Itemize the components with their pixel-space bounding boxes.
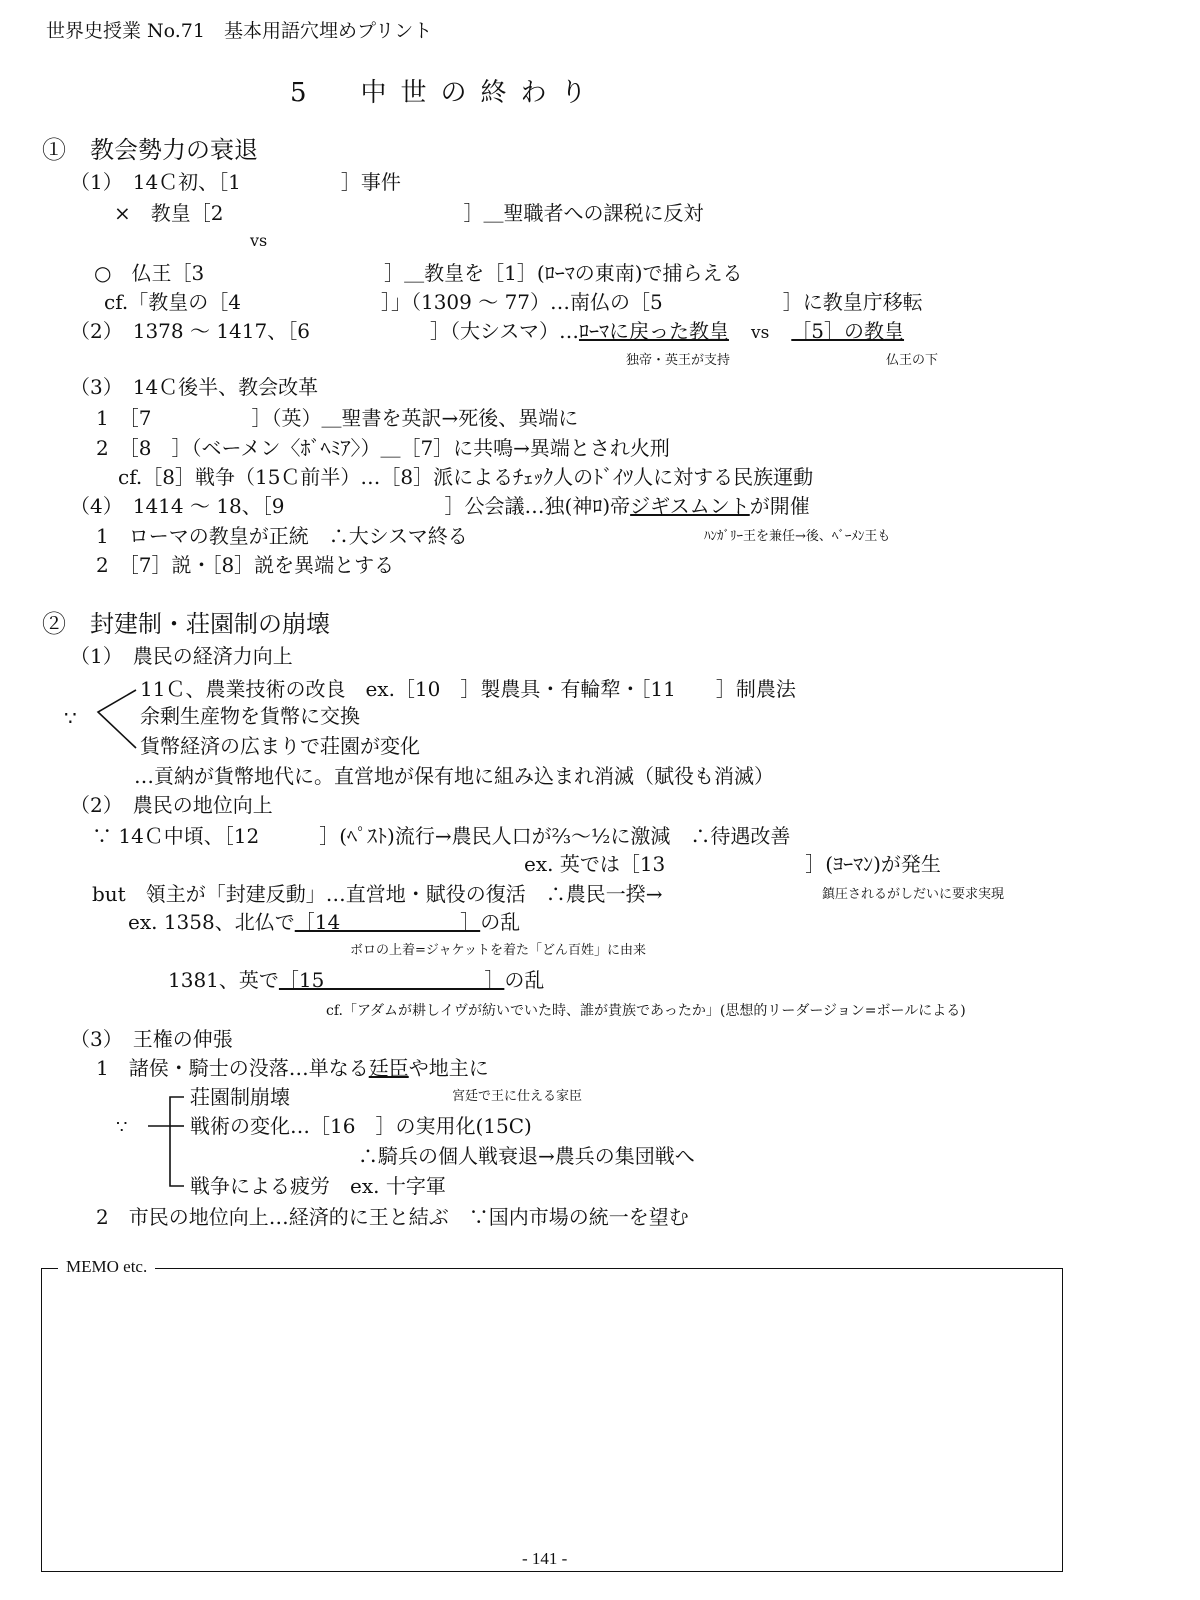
s2-item-3: （3） 王権の伸張	[70, 1027, 233, 1051]
s1-item-2-text: （2） 1378 ～ 1417、［6 ］（大シスマ）…	[70, 319, 579, 343]
angle-brace	[98, 690, 136, 748]
s2-because-1: ∵	[64, 706, 77, 730]
s1-rome-pope: ﾛｰﾏに戻った教皇	[578, 319, 729, 343]
s2-courtier: 廷臣	[368, 1056, 409, 1080]
s2-citizens-line: 2 市民の地位向上…経済的に王と結ぶ ∵国内市場の統一を望む	[96, 1205, 689, 1229]
s1-pope-line: × 教皇［2 ］＿聖職者への課税に反対	[114, 201, 704, 225]
s2-note-revolt: 鎮圧されるがしだいに要求実現	[822, 887, 1005, 902]
s2-because-2: ∵	[116, 1117, 128, 1138]
s1-item-2-vs: vs	[750, 323, 770, 343]
s1-vs: vs	[250, 231, 268, 250]
s2-blank-14: ［14 ］	[294, 910, 481, 934]
s2-yeoman-line: ex. 英では［13 ］(ﾖｰﾏﾝ)が発生	[524, 852, 941, 876]
s2-reason-2: 余剰生産物を貨幣に交換	[140, 704, 360, 728]
memo-box[interactable]	[41, 1268, 1063, 1572]
s2-decline-end: や地主に	[408, 1056, 489, 1080]
s2-cause-1: 荘園制崩壊	[190, 1085, 290, 1109]
s1-note-avignon: 仏王の下	[886, 353, 939, 368]
s2-reaction-line: but 領主が「封建反動」…直営地・賦役の復活 ∴農民一揆→	[92, 882, 663, 906]
s2-reason-3: 貨幣経済の広まりで荘園が変化	[140, 734, 420, 758]
s2-item-1: （1） 農民の経済力向上	[70, 644, 293, 668]
s2-item-2: （2） 農民の地位向上	[70, 793, 273, 817]
s1-item-1: （1） 14Ｃ初、［1 ］事件	[70, 170, 401, 194]
section-2-heading: ② 封建制・荘園制の崩壊	[42, 610, 330, 638]
s2-cause-2: 戦術の変化…［16 ］の実用化(15C)	[190, 1114, 532, 1138]
s1-item-4-end: が開催	[749, 494, 810, 518]
s2-jacquerie-end: の乱	[480, 910, 521, 934]
s1-sigismund: ジギスムント	[630, 494, 750, 518]
s1-note-hungary: ﾊﾝｶﾞﾘｰ王を兼任→後、ﾍﾞｰﾒﾝ王も	[704, 529, 891, 544]
print-header: 世界史授業 No.71 基本用語穴埋めプリント	[46, 20, 433, 42]
s1-item-4-text: （4） 1414 ～ 18、［9 ］公会議…独(神ﾛ)帝	[70, 494, 631, 518]
s1-council-2: 2 ［7］説・［8］説を異端とする	[96, 553, 395, 577]
s1-cf-line: cf.「教皇の［4 ］」（1309 ～ 77）…南仏の［5 ］に教皇庁移転	[104, 290, 923, 314]
s2-decline-text: 1 諸侯・騎士の没落…単なる	[96, 1056, 369, 1080]
s1-reform-2: 2 ［8 ］（ベーメン〈ﾎﾞﾍﾐｱ〉）＿［7］に共鳴→異端とされ火刑	[96, 436, 670, 460]
s2-reason-3-detail: …貢納が貨幣地代に。直営地が保有地に組み込まれ消滅（賦役も消滅）	[134, 764, 774, 788]
s2-note-courtier: 宮廷で王に仕える家臣	[452, 1089, 583, 1104]
memo-label: MEMO etc.	[58, 1257, 155, 1277]
page-number: - 141 -	[522, 1549, 568, 1568]
s2-blank-15: ［15 ］	[278, 968, 505, 992]
section-1-heading: ① 教会勢力の衰退	[42, 136, 258, 164]
s1-note-rome: 独帝・英王が支持	[626, 353, 731, 368]
s1-avignon-pope: ［5］の教皇	[791, 319, 905, 343]
s2-cause-3: 戦争による疲労 ex. 十字軍	[190, 1174, 446, 1198]
s2-reason-1: 11Ｃ、農業技術の改良 ex.［10 ］製農具・有輪犂・［11 ］制農法	[140, 677, 796, 701]
s1-council-1: 1 ローマの教皇が正統 ∴大シスマ終る	[96, 524, 468, 548]
page-title: 5 中世の終わり	[290, 78, 601, 108]
s2-plague-line: ∵ 14Ｃ中頃、［12 ］(ﾍﾟｽﾄ)流行→農民人口が⅔～½に激減 ∴待遇改善	[92, 824, 791, 848]
s2-cause-2-result: ∴騎兵の個人戦衰退→農兵の集団戦へ	[358, 1144, 695, 1168]
s2-wat-tyler-text: 1381、英で	[168, 968, 279, 992]
s1-reform-cf: cf.［8］戦争（15Ｃ前半）…［8］派によるﾁｪｯｸ人のﾄﾞｲﾂ人に対する民族運動	[118, 465, 814, 489]
s2-note-jacket: ボロの上着=ジャケットを着た「どん百姓」に由来	[350, 943, 646, 958]
s2-jacquerie-text: ex. 1358、北仏で	[128, 910, 295, 934]
s2-wat-tyler-end: の乱	[504, 968, 545, 992]
s1-reform-1: 1 ［7 ］（英）＿聖書を英訳→死後、異端に	[96, 406, 579, 430]
s1-item-3: （3） 14Ｃ後半、教会改革	[70, 375, 319, 399]
s2-note-ball: cf.「アダムが耕しイヴが紡いでいた時、誰が貴族であったか」(思想的リーダージョン=ボールによる)	[326, 1003, 966, 1019]
square-brace	[170, 1097, 184, 1186]
s1-king-line: ○ 仏王［3 ］＿教皇を［1］(ﾛｰﾏの東南)で捕らえる	[94, 261, 743, 285]
